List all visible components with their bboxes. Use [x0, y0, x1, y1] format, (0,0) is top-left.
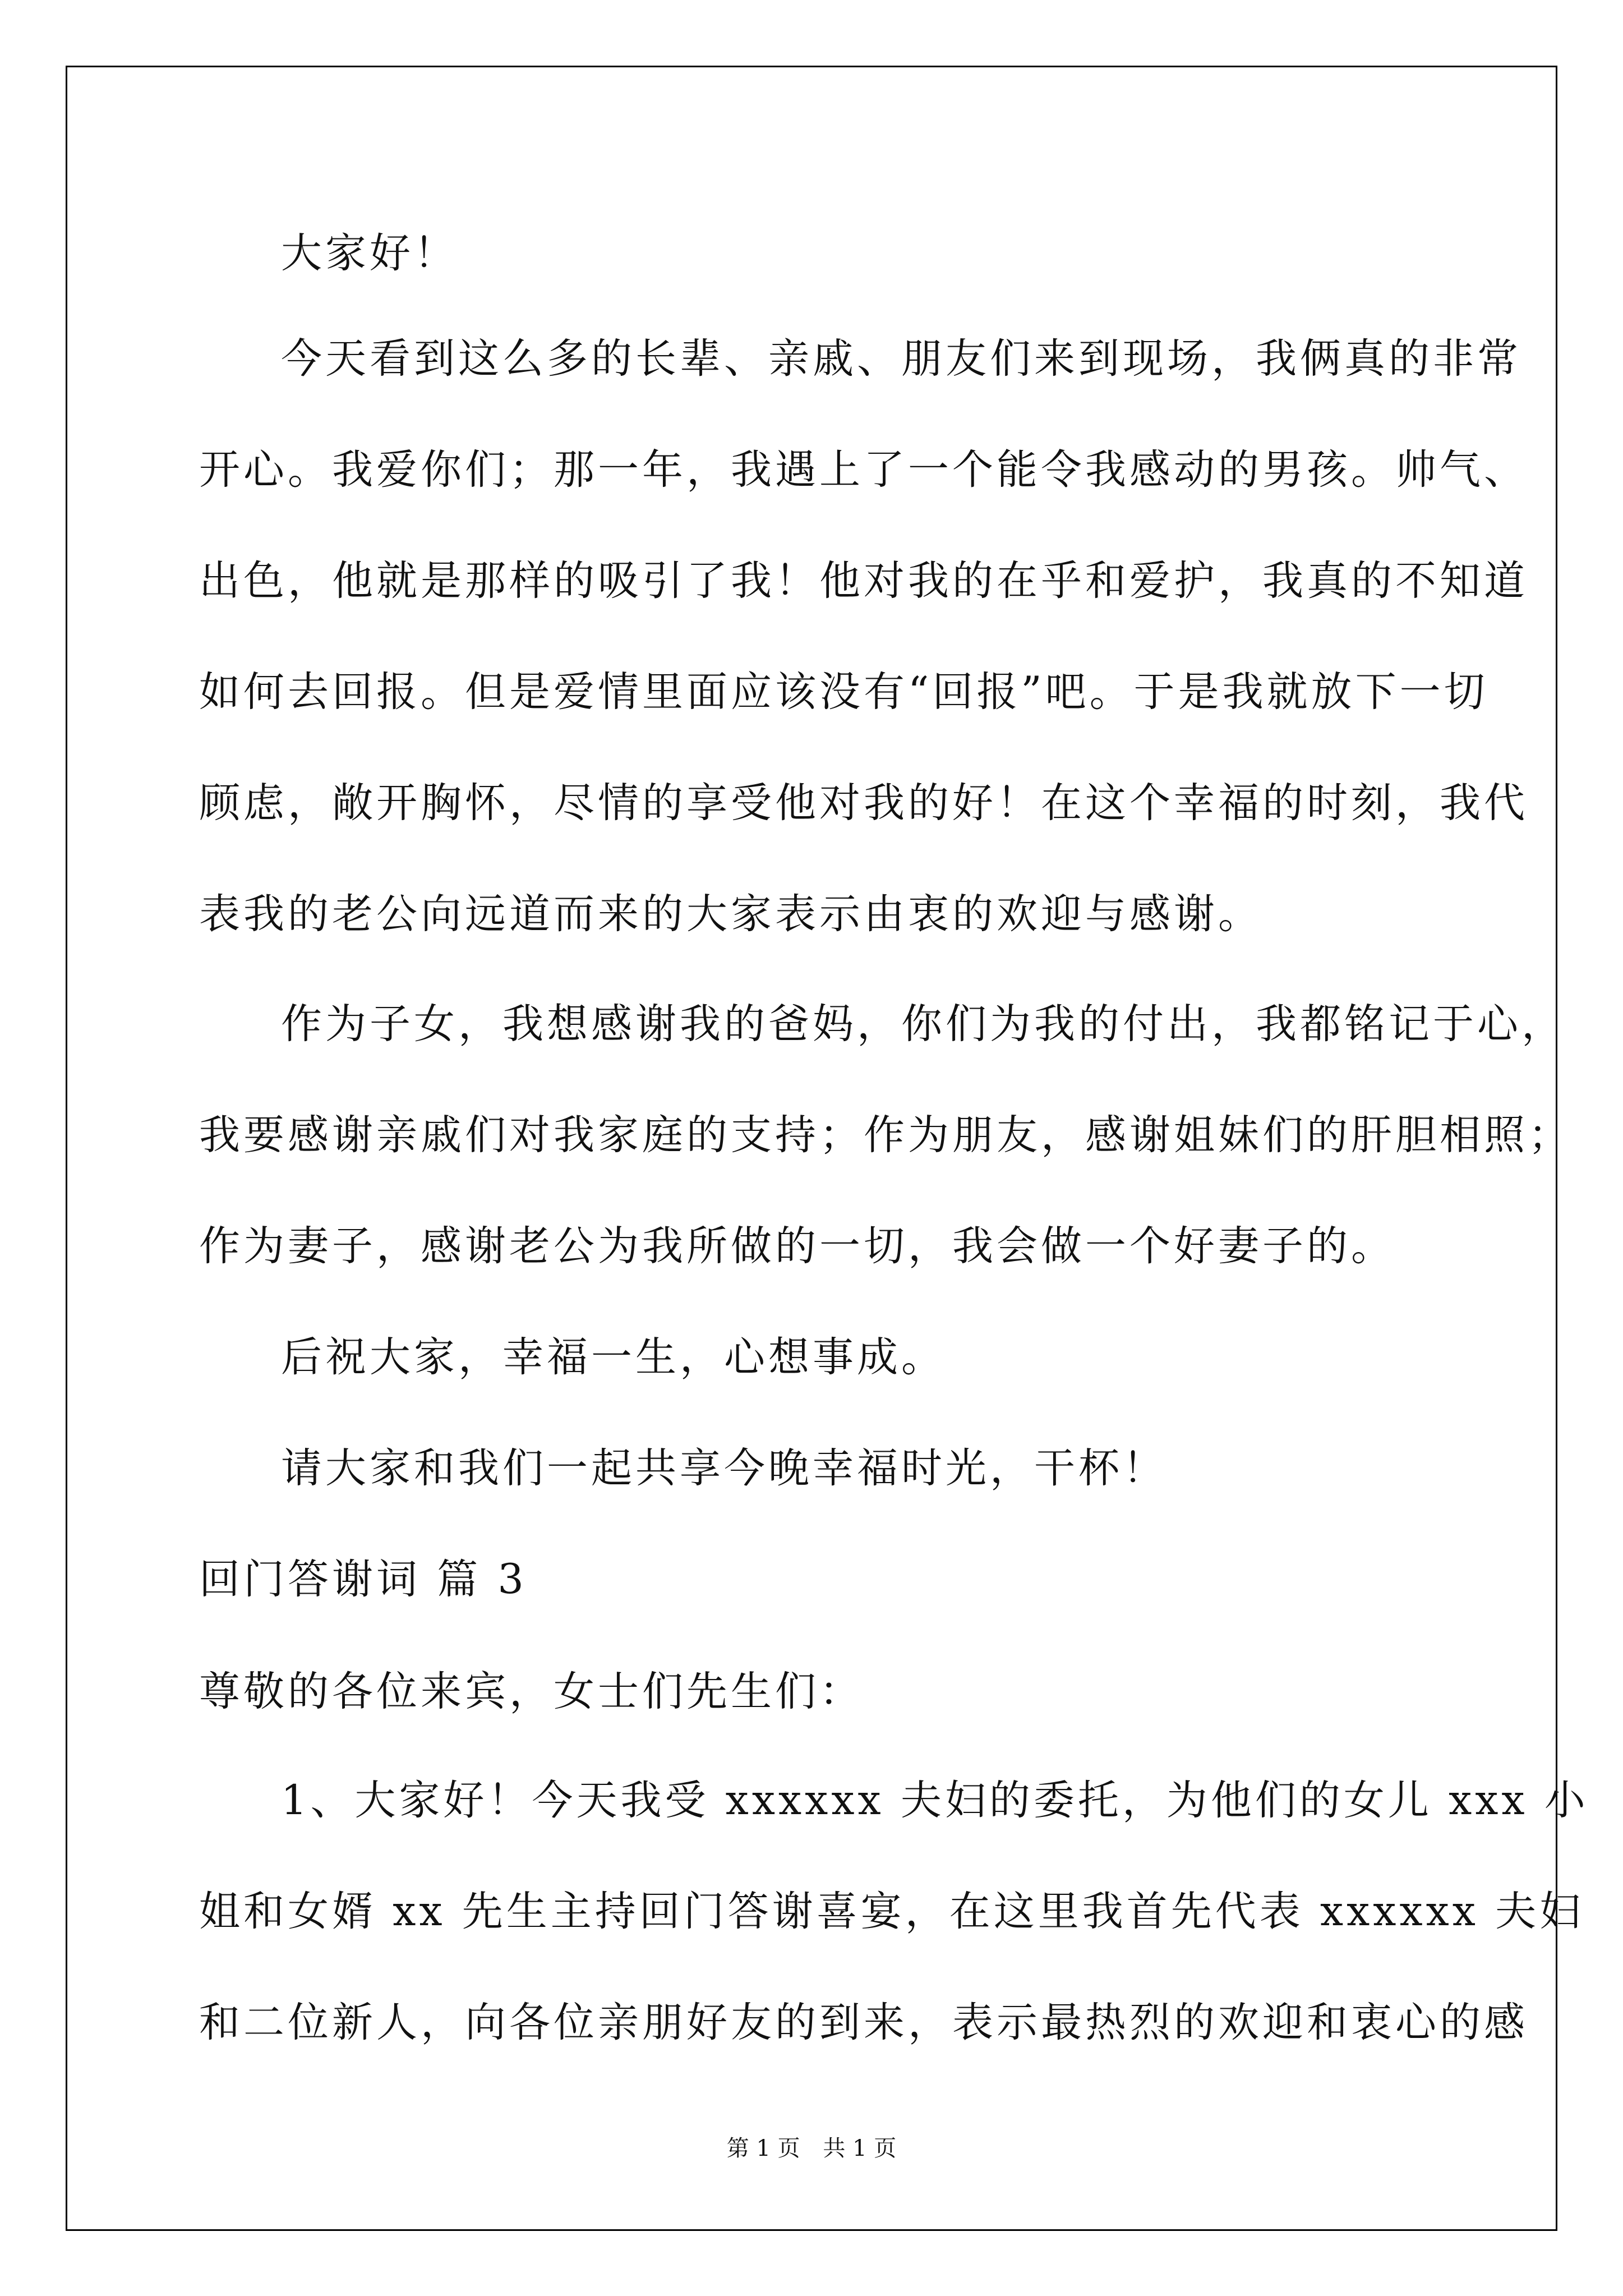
- text-line: 开心。我爱你们；那一年，我遇上了一个能令我感动的男孩。帅气、: [199, 446, 1528, 494]
- text-line: 如何去回报。但是爱情里面应该没有“回报”吧。于是我就放下一切: [199, 668, 1488, 716]
- text-line: 后祝大家，幸福一生，心想事成。: [281, 1333, 946, 1381]
- text-line: 顾虑，敞开胸怀，尽情的享受他对我的好！在这个幸福的时刻，我代: [199, 779, 1528, 827]
- page-number: 第 1 页: [726, 2136, 800, 2161]
- page-total: 共 1 页: [823, 2136, 897, 2161]
- text-line: 出色，他就是那样的吸引了我！他对我的在乎和爱护，我真的不知道: [199, 557, 1528, 605]
- text-line: 今天看到这么多的长辈、亲戚、朋友们来到现场，我俩真的非常: [281, 335, 1521, 383]
- text-line: 表我的老公向远道而来的大家表示由衷的欢迎与感谢。: [199, 890, 1262, 938]
- text-line: 我要感谢亲戚们对我家庭的支持；作为朋友，感谢姐妹们的肝胆相照；: [199, 1111, 1573, 1159]
- text-line: 作为子女，我想感谢我的爸妈，你们为我的付出，我都铭记于心，: [281, 1000, 1566, 1048]
- text-line: 尊敬的各位来宾，女士们先生们：: [199, 1668, 864, 1715]
- text-line: 1、大家好！今天我受 xxxxxx 夫妇的委托，为他们的女儿 xxx 小: [281, 1777, 1589, 1824]
- page-footer: [0, 2132, 1623, 2165]
- text-line: 大家好！: [281, 229, 458, 277]
- text-line: 姐和女婿 xx 先生主持回门答谢喜宴，在这里我首先代表 xxxxxx 夫妇: [199, 1888, 1584, 1935]
- text-line: 和二位新人，向各位亲朋好友的到来，表示最热烈的欢迎和衷心的感: [199, 1999, 1528, 2046]
- text-line: 作为妻子，感谢老公为我所做的一切，我会做一个好妻子的。: [199, 1222, 1395, 1270]
- section-heading: 回门答谢词 篇 3: [199, 1556, 527, 1603]
- text-line: 请大家和我们一起共享今晚幸福时光，干杯！: [281, 1444, 1167, 1492]
